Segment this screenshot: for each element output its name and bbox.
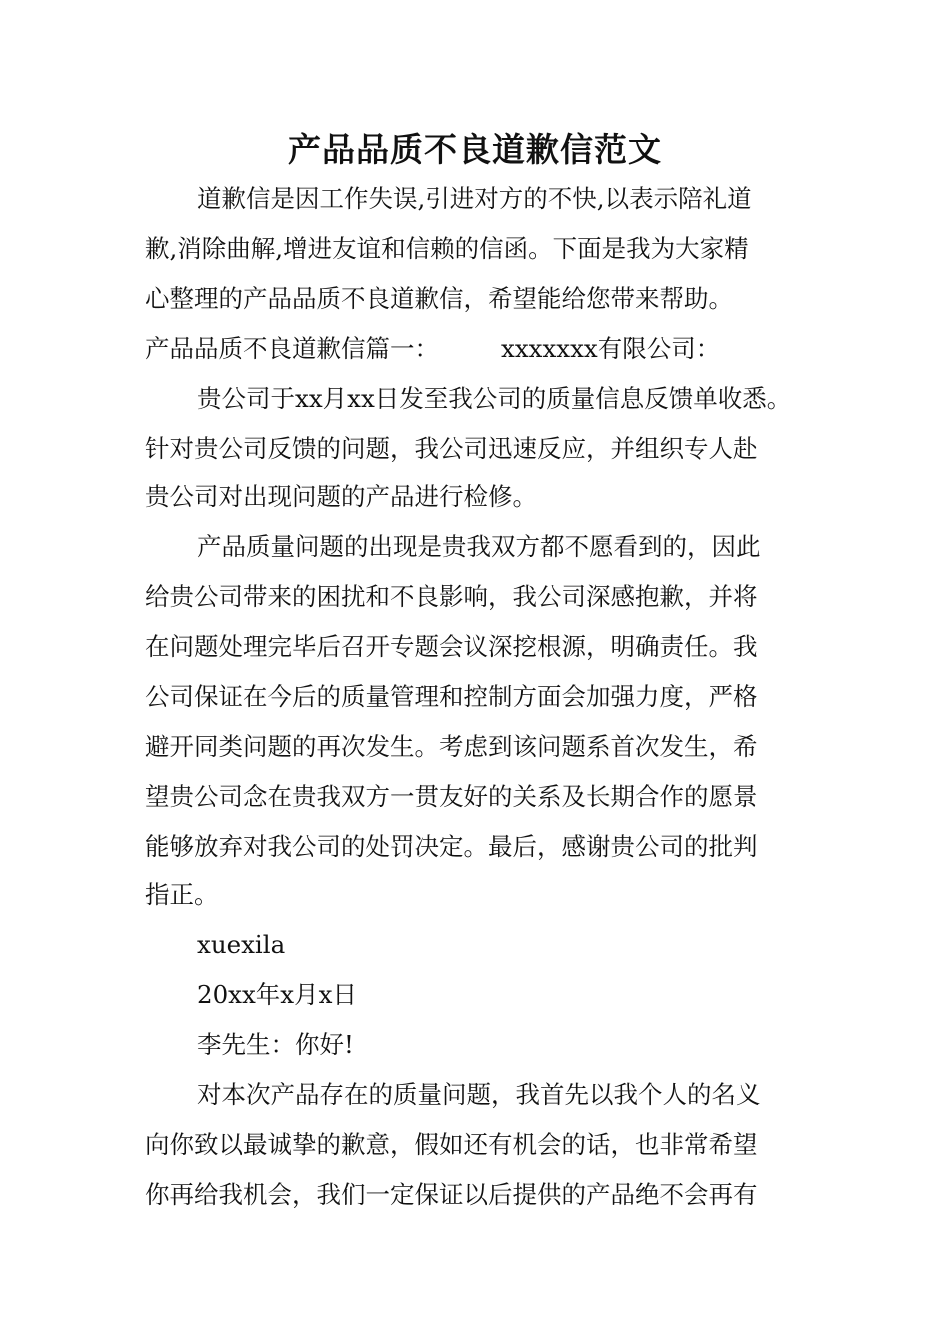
- paragraph-line: 在问题处理完毕后召开专题会议深挖根源，明确责任。我: [145, 632, 758, 661]
- document-title: 产品品质不良道歉信范文: [288, 130, 662, 169]
- signature: xuexila: [197, 930, 286, 959]
- paragraph-line: 给贵公司带来的困扰和不良影响，我公司深感抱歉，并将: [145, 582, 758, 611]
- paragraph-line: 能够放弃对我公司的处罚决定。最后，感谢贵公司的批判: [145, 832, 758, 861]
- paragraph-line: 产品质量问题的出现是贵我双方都不愿看到的，因此: [197, 532, 761, 561]
- intro-line: 心整理的产品品质不良道歉信，希望能给您带来帮助。: [145, 284, 733, 313]
- paragraph-line: 望贵公司念在贵我双方一贯友好的关系及长期合作的愿景: [145, 782, 758, 811]
- intro-line: 歉,消除曲解,增进友谊和信赖的信函。下面是我为大家精: [145, 234, 749, 263]
- paragraph-line: 公司保证在今后的质量管理和控制方面会加强力度，严格: [145, 682, 758, 711]
- letter-greeting: 李先生：你好!: [197, 1030, 354, 1059]
- letter-date: 20xx年x月x日: [197, 980, 357, 1009]
- section-heading: 产品品质不良道歉信篇一：: [145, 334, 439, 363]
- intro-line: 道歉信是因工作失误,引进对方的不快,以表示陪礼道: [197, 184, 752, 213]
- paragraph-line: 指正。: [145, 880, 219, 909]
- paragraph-line: 向你致以最诚挚的歉意，假如还有机会的话，也非常希望: [145, 1130, 758, 1159]
- paragraph-line: 贵公司对出现问题的产品进行检修。: [145, 482, 537, 511]
- paragraph-line: 针对贵公司反馈的问题，我公司迅速反应，并组织专人赴: [145, 434, 758, 463]
- paragraph-line: 避开同类问题的再次发生。考虑到该问题系首次发生，希: [145, 732, 758, 761]
- paragraph-line: 对本次产品存在的质量问题，我首先以我个人的名义: [197, 1080, 761, 1109]
- section-heading-line: [145, 332, 720, 366]
- paragraph-line: 贵公司于xx月xx日发至我公司的质量信息反馈单收悉。: [197, 384, 792, 413]
- paragraph-line: 你再给我机会，我们一定保证以后提供的产品绝不会再有: [145, 1180, 758, 1209]
- recipient-company: xxxxxxx有限公司：: [501, 334, 721, 363]
